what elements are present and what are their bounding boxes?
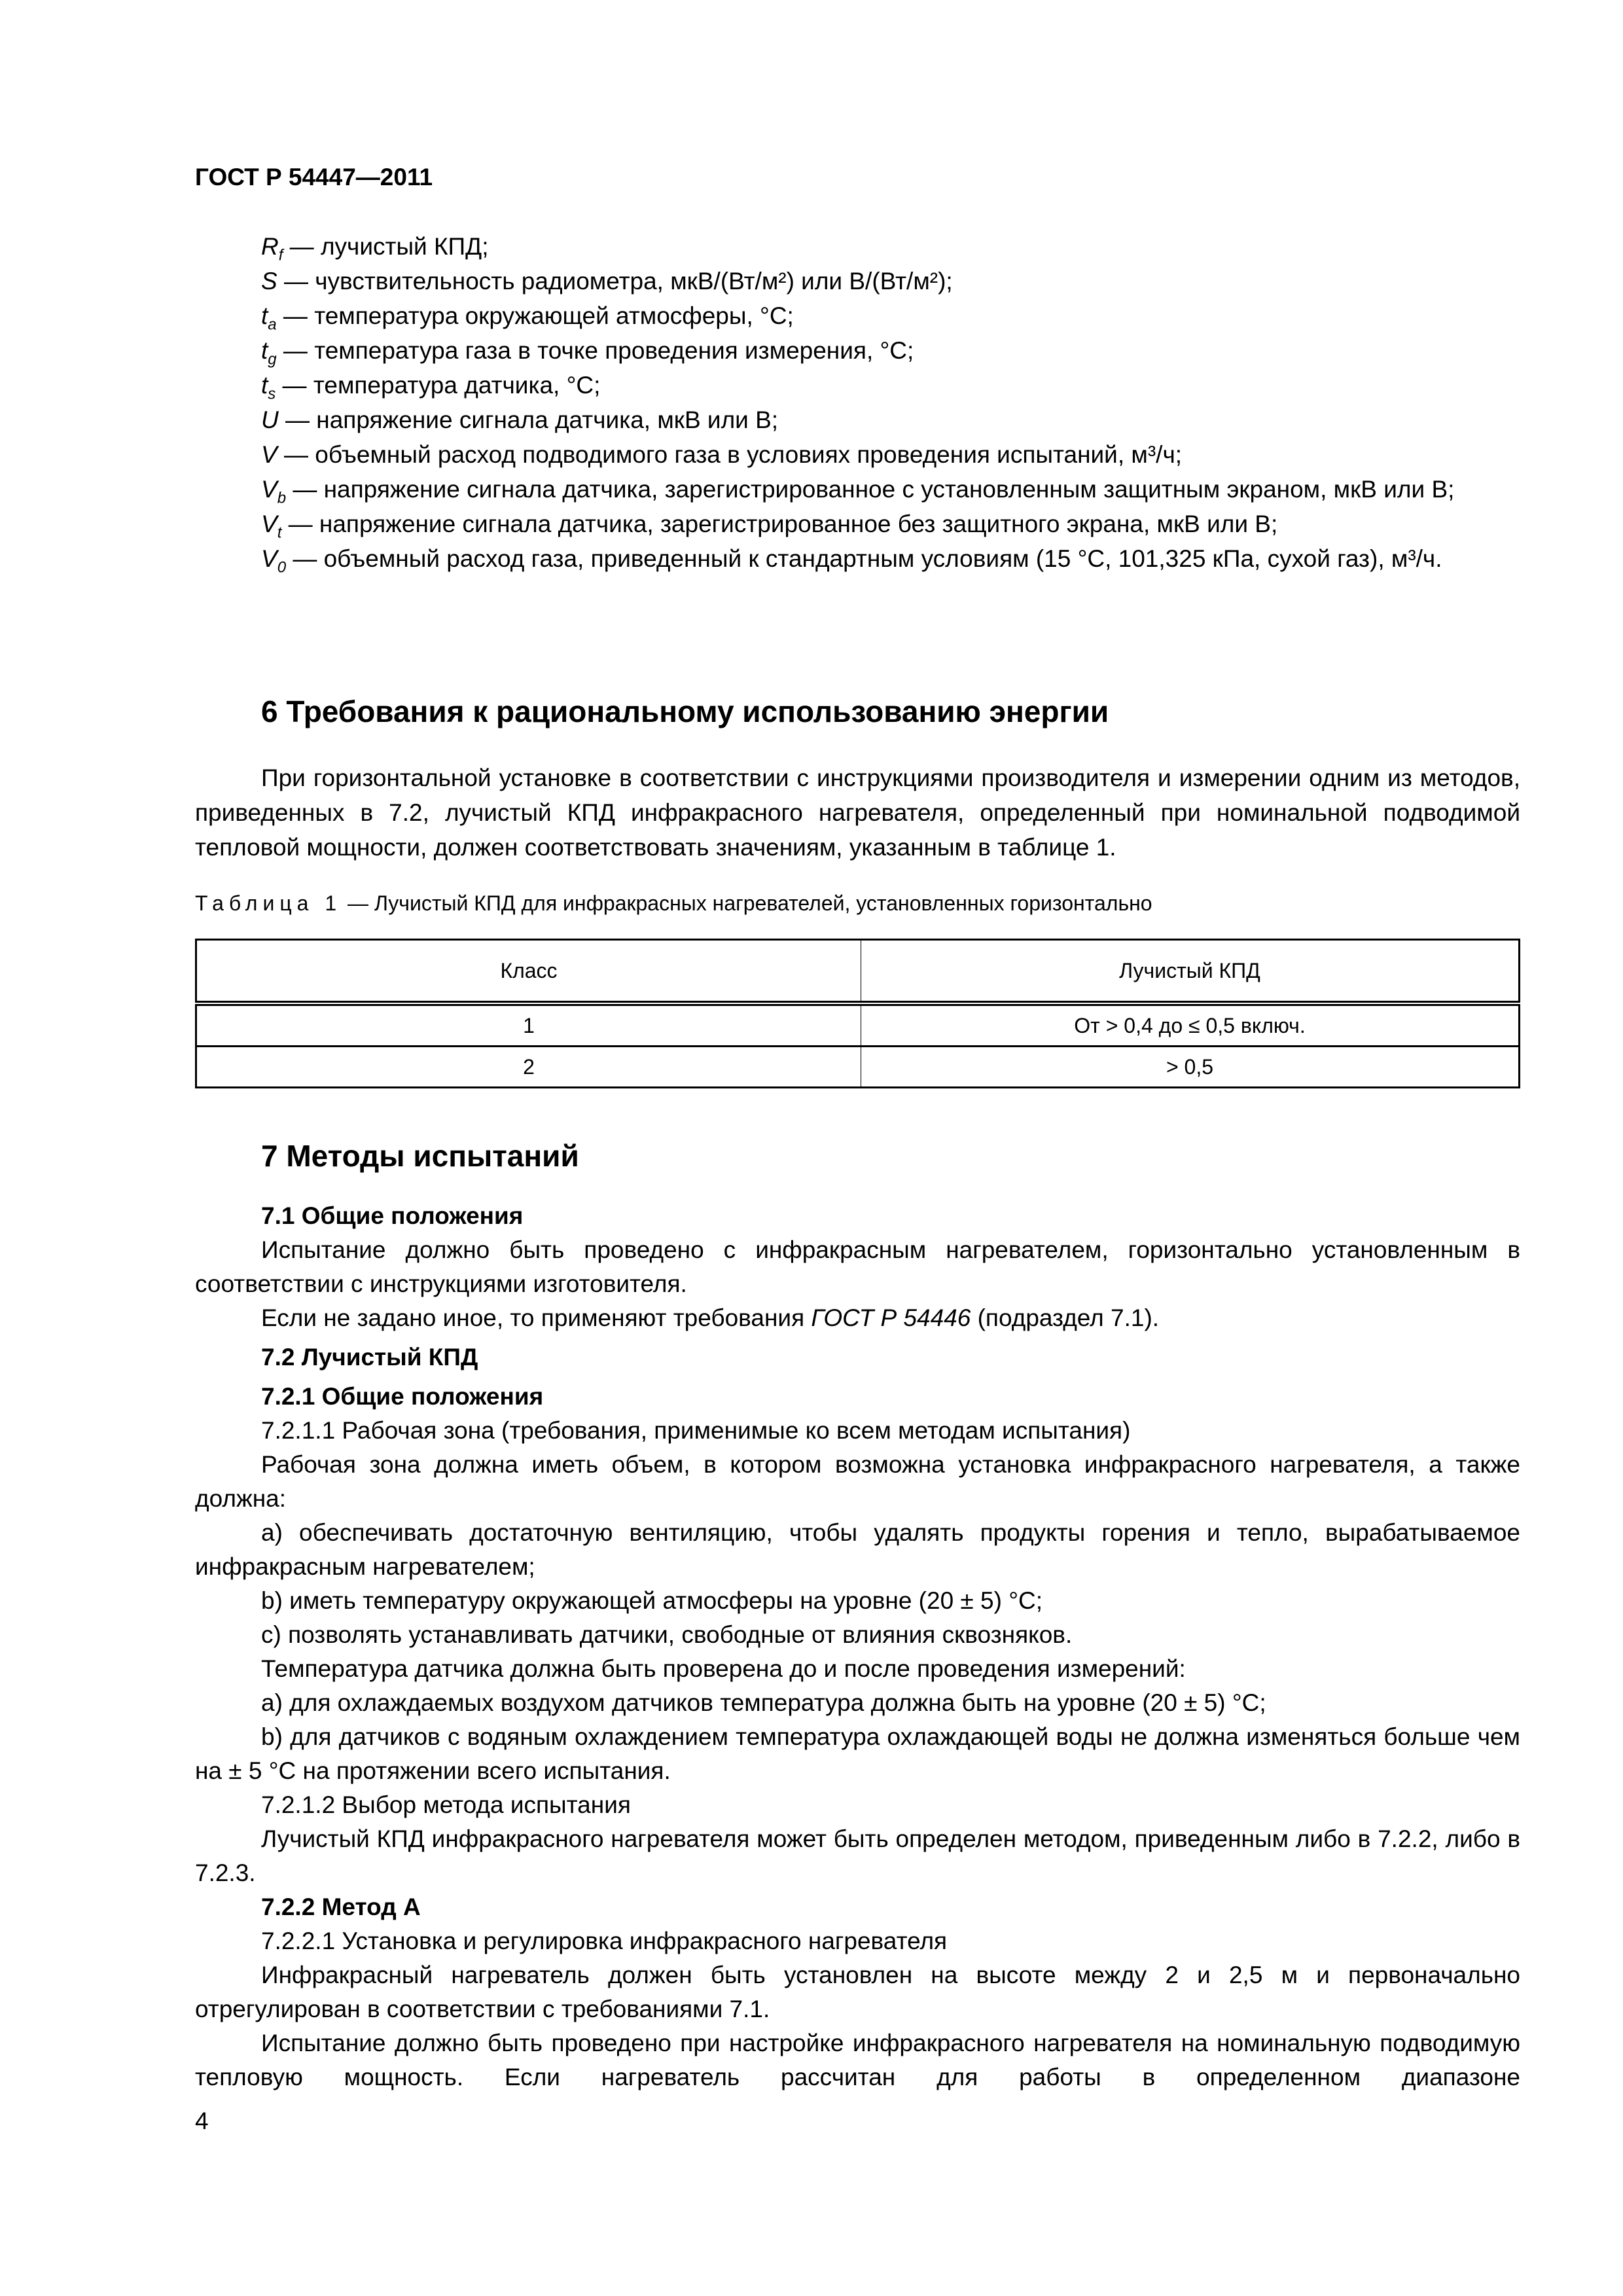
definition-text: — лучистый КПД; bbox=[283, 233, 489, 260]
definition-item bbox=[195, 333, 1520, 368]
list-item: a) обеспечивать достаточную вентиляцию, чтобы удалять продукты горения и тепло, вырабатываемое инфракрасным нагревателем; bbox=[195, 1519, 1520, 1580]
table-row bbox=[196, 1003, 1520, 1047]
table-cell: > 0,5 bbox=[861, 1047, 1520, 1088]
definition-text: — температура окружающей атмосферы, °С; bbox=[276, 302, 794, 329]
definition-text: — напряжение сигнала датчика, зарегистрированное с установленным защитным экраном, мкВ или В; bbox=[286, 476, 1455, 503]
symbol: t bbox=[261, 302, 268, 329]
definition-item bbox=[195, 403, 1520, 437]
definition-item bbox=[195, 437, 1520, 472]
symbol: t bbox=[261, 337, 268, 364]
definition-text: — напряжение сигнала датчика, зарегистрированное без защитного экрана, мкВ или В; bbox=[281, 511, 1278, 537]
section-6-heading bbox=[195, 694, 1109, 729]
subsection-title: 7.1 Общие положения bbox=[261, 1202, 524, 1229]
table-caption bbox=[195, 891, 1152, 916]
header-cell: Класс bbox=[196, 940, 861, 1004]
definition-item bbox=[195, 298, 1520, 333]
section-6-paragraph: При горизонтальной установке в соответствии с инструкциями производителя и измерении одним из методов, приведенных в 7.2, лучистый КПД инфракрасного нагревателя, определенный при номинальной подводимой тепловой мощности, должен соответствовать значениям, указанным в таблице 1. bbox=[195, 764, 1520, 861]
table-caption-label: Таблица 1 bbox=[195, 891, 342, 915]
table-row bbox=[196, 1047, 1520, 1088]
symbol: V bbox=[261, 545, 277, 572]
table-caption-text: — Лучистый КПД для инфракрасных нагревателей, установленных горизонтально bbox=[342, 891, 1152, 915]
symbol: t bbox=[261, 372, 268, 399]
symbol-subscript: 0 bbox=[277, 558, 287, 577]
subsection-title: 7.2.2 Метод А bbox=[261, 1893, 421, 1920]
document-header: ГОСТ Р 54447—2011 bbox=[195, 164, 433, 190]
paragraph: 7.2.1.2 Выбор метода испытания bbox=[261, 1791, 631, 1818]
paragraph: Температура датчика должна быть проверена до и после проведения измерений: bbox=[261, 1655, 1186, 1682]
table-cell: 2 bbox=[196, 1047, 861, 1088]
subsection-title: 7.2 Лучистый КПД bbox=[261, 1344, 478, 1371]
symbol: V bbox=[261, 511, 277, 537]
definition-item bbox=[195, 264, 1520, 298]
symbol: R bbox=[261, 233, 279, 260]
section-title: 7 Методы испытаний bbox=[261, 1139, 579, 1173]
definition-item bbox=[195, 541, 1520, 576]
symbol-subscript: f bbox=[278, 246, 283, 264]
table-header-row bbox=[196, 940, 1520, 1004]
paragraph: Рабочая зона должна иметь объем, в котором возможна установка инфракрасного нагревателя, а также должна: bbox=[195, 1451, 1520, 1512]
text: Если не задано иное, то применяют требования bbox=[261, 1304, 812, 1331]
list-item: a) для охлаждаемых воздухом датчиков температура должна быть на уровне (20 ± 5) °С; bbox=[261, 1689, 1266, 1716]
standard-reference: ГОСТ Р 54446 bbox=[811, 1304, 971, 1331]
symbol-subscript: a bbox=[268, 315, 277, 334]
paragraph: Испытание должно быть проведено при настройке инфракрасного нагревателя на номинальную подводимую тепловую мощность. Если нагреватель рассчитан для работы в определенном диапазоне bbox=[195, 2030, 1520, 2090]
paragraph: 7.2.2.1 Установка и регулировка инфракрасного нагревателя bbox=[261, 1928, 948, 1954]
definition-item bbox=[195, 368, 1520, 403]
definition-text: — объемный расход подводимого газа в условиях проведения испытаний, м³/ч; bbox=[277, 441, 1183, 468]
list-item: c) позволять устанавливать датчики, свободные от влияния сквозняков. bbox=[261, 1621, 1073, 1648]
table-cell: От > 0,4 до ≤ 0,5 включ. bbox=[861, 1003, 1520, 1047]
symbol-definitions bbox=[195, 229, 1520, 576]
section-7 bbox=[195, 1139, 1520, 2094]
text: (подраздел 7.1). bbox=[971, 1304, 1160, 1331]
symbol: V bbox=[261, 441, 277, 468]
symbol-subscript: b bbox=[277, 489, 287, 507]
header-cell: Лучистый КПД bbox=[861, 940, 1520, 1004]
table-cell: 1 bbox=[196, 1003, 861, 1047]
definition-text: — температура датчика, °С; bbox=[276, 372, 601, 399]
subsection-title: 7.2.1 Общие положения bbox=[261, 1383, 544, 1410]
definition-item bbox=[195, 507, 1520, 541]
symbol: V bbox=[261, 476, 277, 503]
definition-text: — чувствительность радиометра, мкВ/(Вт/м²) или В/(Вт/м²); bbox=[277, 268, 953, 295]
paragraph: 7.2.1.1 Рабочая зона (требования, применимые ко всем методам испытания) bbox=[261, 1417, 1131, 1444]
symbol-subscript: s bbox=[268, 385, 276, 403]
paragraph: Лучистый КПД инфракрасного нагревателя может быть определен методом, приведенным либо в 7.2.2, либо в 7.2.3. bbox=[195, 1825, 1520, 1886]
list-item: b) иметь температуру окружающей атмосферы на уровне (20 ± 5) °С; bbox=[261, 1587, 1043, 1614]
paragraph bbox=[195, 1301, 1520, 1335]
definition-text: — объемный расход газа, приведенный к стандартным условиям (15 °С, 101,325 кПа, сухой газ), м³/ч. bbox=[286, 545, 1442, 572]
symbol: U bbox=[261, 406, 279, 433]
symbol-subscript: t bbox=[277, 524, 282, 542]
paragraph: Инфракрасный нагреватель должен быть установлен на высоте между 2 и 2,5 м и первоначально отрегулирован в соответствии с требованиями 7.1. bbox=[195, 1962, 1520, 2022]
page-number: 4 bbox=[195, 2108, 209, 2134]
symbol: S bbox=[261, 268, 277, 295]
list-item: b) для датчиков с водяным охлаждением температура охлаждающей воды не должна изменяться больше чем на ± 5 °С на протяжении всего испытания. bbox=[195, 1723, 1520, 1784]
paragraph: Испытание должно быть проведено с инфракрасным нагревателем, горизонтально установленным в соответствии с инструкциями изготовителя. bbox=[195, 1236, 1520, 1297]
section-title: 6 Требования к рациональному использованию энергии bbox=[261, 694, 1109, 728]
symbol-subscript: g bbox=[268, 350, 277, 368]
definition-text: — напряжение сигнала датчика, мкВ или В; bbox=[278, 406, 779, 433]
definition-item bbox=[195, 472, 1520, 507]
definition-item bbox=[195, 229, 1520, 264]
efficiency-table bbox=[195, 939, 1520, 1088]
definition-text: — температура газа в точке проведения измерения, °С; bbox=[276, 337, 914, 364]
